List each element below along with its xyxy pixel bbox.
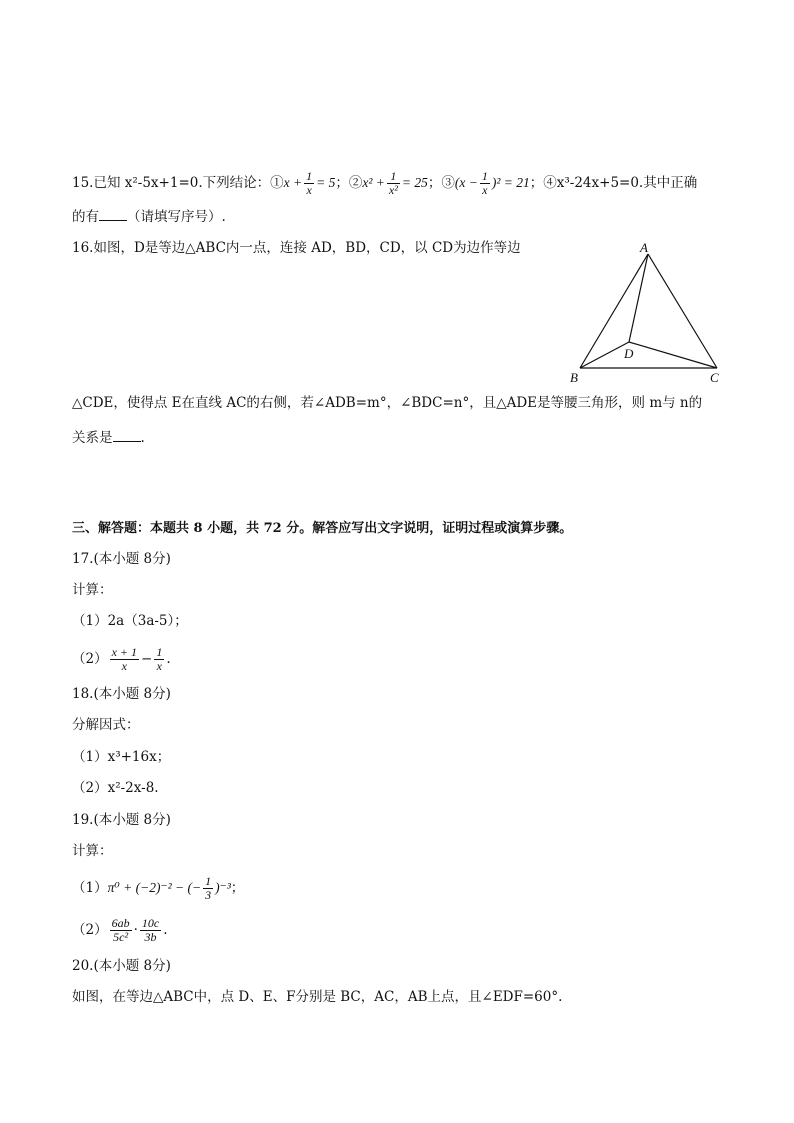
q15-opt2-mark: ②: [348, 175, 363, 191]
q19-part1-expr: π⁰ + (−2)⁻² − (−: [107, 880, 202, 895]
q15-sep1: ；: [335, 175, 349, 191]
q15-opt2-lhs: x² +: [362, 175, 385, 190]
q19-part1-expr-end: )⁻³: [215, 880, 231, 895]
vertex-label-b: B: [570, 370, 578, 385]
q19-part2-suffix: .: [163, 922, 168, 938]
q19-part2-dot: ·: [133, 922, 138, 938]
q17-part2: [72, 646, 171, 673]
q19-part1-frac: $\frac{1}{3}$: [205, 874, 212, 902]
q15-opt4: ④x³-24x+5=0.其中正确: [543, 175, 698, 191]
q15-opt1-rhs: = 5: [316, 175, 336, 190]
segment-ad: [629, 254, 648, 342]
q15-opt3-rhs: )² = 21: [491, 175, 530, 190]
q19-instruction: 计算：: [72, 843, 113, 859]
q20-title: 20.(本小题 8分): [72, 958, 171, 974]
q17-part2-frac1: $\frac{x + 1}{x}$: [111, 645, 138, 673]
q15-sep2: ；: [427, 175, 442, 191]
q16-line1: 16.如图，D是等边△ABC内一点，连接 AD，BD，CD，以 CD为边作等边: [72, 240, 521, 256]
q18-instruction: 分解因式：: [72, 717, 140, 733]
q19-part2: [72, 917, 168, 944]
q15-line2-suffix: （请填写序号）.: [127, 209, 226, 225]
q19-part1-suffix: ；: [230, 880, 245, 896]
q15-line2: [72, 206, 226, 227]
q15-opt3-lhs: (x −: [454, 175, 478, 190]
q15-opt2-frac: $\frac{1}{\text{x²}}$: [388, 169, 398, 197]
q19-title: 19.(本小题 8分): [72, 812, 171, 828]
q17-title: 17.(本小题 8分): [72, 551, 171, 567]
q16-line3-prefix: 关系是: [72, 430, 113, 446]
q17-part2-prefix: （2）: [72, 651, 108, 667]
q18-title: 18.(本小题 8分): [72, 686, 171, 702]
q16-line2: △CDE，使得点 E在直线 AC的右侧，若∠ADB=m°，∠BDC=n°，且△ADE是等腰三角形，则 m与 n的: [72, 395, 703, 411]
q20-text: 如图，在等边△ABC中，点 D、E、F分别是 BC，AC，AB上点，且∠EDF=60°.: [72, 989, 563, 1005]
q19-part2-prefix: （2）: [72, 922, 108, 938]
q16-line3: [72, 427, 145, 448]
q17-part1: （1）2a（3a-5）；: [72, 613, 188, 629]
q15-opt1-frac: $\frac{1}{x}$: [306, 169, 313, 197]
q17-part2-frac2: $\frac{1}{x}$: [156, 645, 163, 673]
section3-heading: 三、解答题：本题共 8 小题，共 72 分。解答应写出文字说明，证明过程或演算步骤。: [72, 521, 573, 536]
q15-answer-blank[interactable]: [99, 206, 127, 221]
q15-prefix: 15.已知 x²-5x+1=0.下列结论：: [72, 175, 271, 191]
q15-opt1-mark: ①: [270, 175, 284, 191]
q15-opt2-rhs: = 25: [401, 175, 428, 190]
q16-line3-suffix: .: [140, 430, 145, 446]
q19-part2-frac1: $\frac{6ab}{\text{5c²}}$: [111, 916, 130, 944]
q17-instruction: 计算：: [72, 582, 113, 598]
triangle-figure: [560, 238, 730, 388]
q15-opt1-lhs: x +: [283, 175, 303, 190]
q15-line2-prefix: 的有: [72, 209, 99, 225]
q18-part2: （2）x²-2x-8.: [72, 780, 159, 796]
q15-opt3-frac: $\frac{1}{x}$: [481, 169, 488, 197]
q18-part1: （1）x³+16x；: [72, 749, 171, 765]
q19-part2-frac2: $\frac{10c}{3b}$: [141, 916, 160, 944]
q15-sep3: ；: [529, 175, 544, 191]
q19-part1: [72, 875, 244, 902]
edge-ab: [580, 254, 648, 368]
q19-part1-prefix: （1）: [72, 880, 108, 896]
point-label-d: D: [624, 346, 634, 361]
q17-part2-minus: −: [141, 651, 153, 667]
q17-part2-suffix: .: [166, 651, 171, 667]
q15-opt3-mark: ③: [441, 175, 455, 191]
vertex-label-c: C: [710, 370, 719, 385]
vertex-label-a: A: [640, 240, 648, 255]
q15-line1: [72, 170, 697, 197]
q16-answer-blank[interactable]: [113, 427, 141, 442]
